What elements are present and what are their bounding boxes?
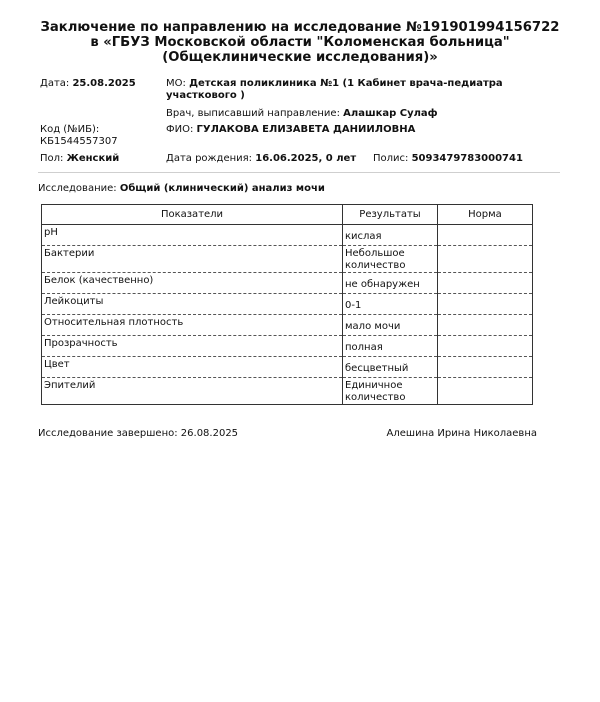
- results-table: [41, 204, 533, 405]
- indicator-norm: [438, 273, 533, 294]
- indicator-result: Единичное количество: [343, 378, 438, 405]
- mo-label: МО:: [166, 78, 186, 89]
- policy-value: 5093479783000741: [411, 153, 523, 164]
- birth-field: [166, 153, 356, 165]
- mo-value-line2: участкового ): [166, 90, 245, 101]
- table-row: [42, 225, 533, 246]
- indicator-result: полная: [343, 336, 438, 357]
- study-field: [38, 183, 325, 195]
- completion-date: Исследование завершено: 26.08.2025: [38, 428, 239, 439]
- title-line-2: в «ГБУЗ Московской области "Коломенская больница": [90, 35, 510, 50]
- date-value: 25.08.2025: [72, 78, 136, 89]
- code-field: [40, 124, 118, 148]
- date-field: [40, 78, 136, 90]
- sex-field: [40, 153, 119, 165]
- doctor-value: Алашкар Сулаф: [343, 108, 438, 119]
- document-title: [30, 20, 570, 65]
- indicator-norm: [438, 378, 533, 405]
- indicator-norm: [438, 246, 533, 273]
- fio-value: ГУЛАКОВА ЕЛИЗАВЕТА ДАНИИЛОВНА: [196, 124, 416, 135]
- table-row: [42, 357, 533, 378]
- table-row: [42, 336, 533, 357]
- indicator-norm: [438, 336, 533, 357]
- indicator-result: 0-1: [343, 294, 438, 315]
- table-header-row: [42, 205, 533, 225]
- indicator-norm: [438, 357, 533, 378]
- table-row: [42, 273, 533, 294]
- indicator-name: Относительная плотность: [42, 315, 343, 336]
- study-value: Общий (клинический) анализ мочи: [119, 183, 325, 194]
- indicator-name: Прозрачность: [42, 336, 343, 357]
- code-value: КБ1544557307: [40, 136, 118, 147]
- title-line-3: (Общеклинические исследования)»: [162, 50, 438, 65]
- divider: [38, 172, 560, 173]
- title-line-1: Заключение по направлению на исследование №191901994156722: [40, 20, 560, 35]
- mo-field: [166, 78, 556, 102]
- sex-label: Пол:: [40, 153, 64, 164]
- indicator-result: мало мочи: [343, 315, 438, 336]
- indicator-name: pH: [42, 225, 343, 246]
- indicator-result: Небольшое количество: [343, 246, 438, 273]
- birth-value: 16.06.2025, 0 лет: [255, 153, 357, 164]
- header-indicators: Показатели: [42, 205, 343, 225]
- signer-name: Алешина Ирина Николаевна: [386, 428, 537, 439]
- code-label: Код (№ИБ):: [40, 124, 100, 135]
- indicator-result: бесцветный: [343, 357, 438, 378]
- policy-label: Полис:: [373, 153, 409, 164]
- indicator-name: Цвет: [42, 357, 343, 378]
- header-norm: Норма: [438, 205, 533, 225]
- indicator-result: не обнаружен: [343, 273, 438, 294]
- indicator-result: кислая: [343, 225, 438, 246]
- mo-value-line1: Детская поликлиника №1 (1 Кабинет врача-педиатра: [189, 78, 503, 89]
- header-results: Результаты: [343, 205, 438, 225]
- indicator-name: Лейкоциты: [42, 294, 343, 315]
- indicator-norm: [438, 294, 533, 315]
- doctor-label: Врач, выписавший направление:: [166, 108, 340, 119]
- indicator-name: Белок (качественно): [42, 273, 343, 294]
- sex-value: Женский: [66, 153, 120, 164]
- study-label: Исследование:: [38, 183, 117, 194]
- policy-field: [373, 153, 523, 165]
- indicator-norm: [438, 225, 533, 246]
- indicator-norm: [438, 315, 533, 336]
- table-row: [42, 378, 533, 405]
- fio-field: [166, 124, 415, 136]
- fio-label: ФИО:: [166, 124, 194, 135]
- indicator-name: Бактерии: [42, 246, 343, 273]
- doctor-field: [166, 108, 438, 120]
- birth-label: Дата рождения:: [166, 153, 253, 164]
- table-row: [42, 315, 533, 336]
- table-row: [42, 294, 533, 315]
- date-label: Дата:: [40, 78, 70, 89]
- table-row: [42, 246, 533, 273]
- indicator-name: Эпителий: [42, 378, 343, 405]
